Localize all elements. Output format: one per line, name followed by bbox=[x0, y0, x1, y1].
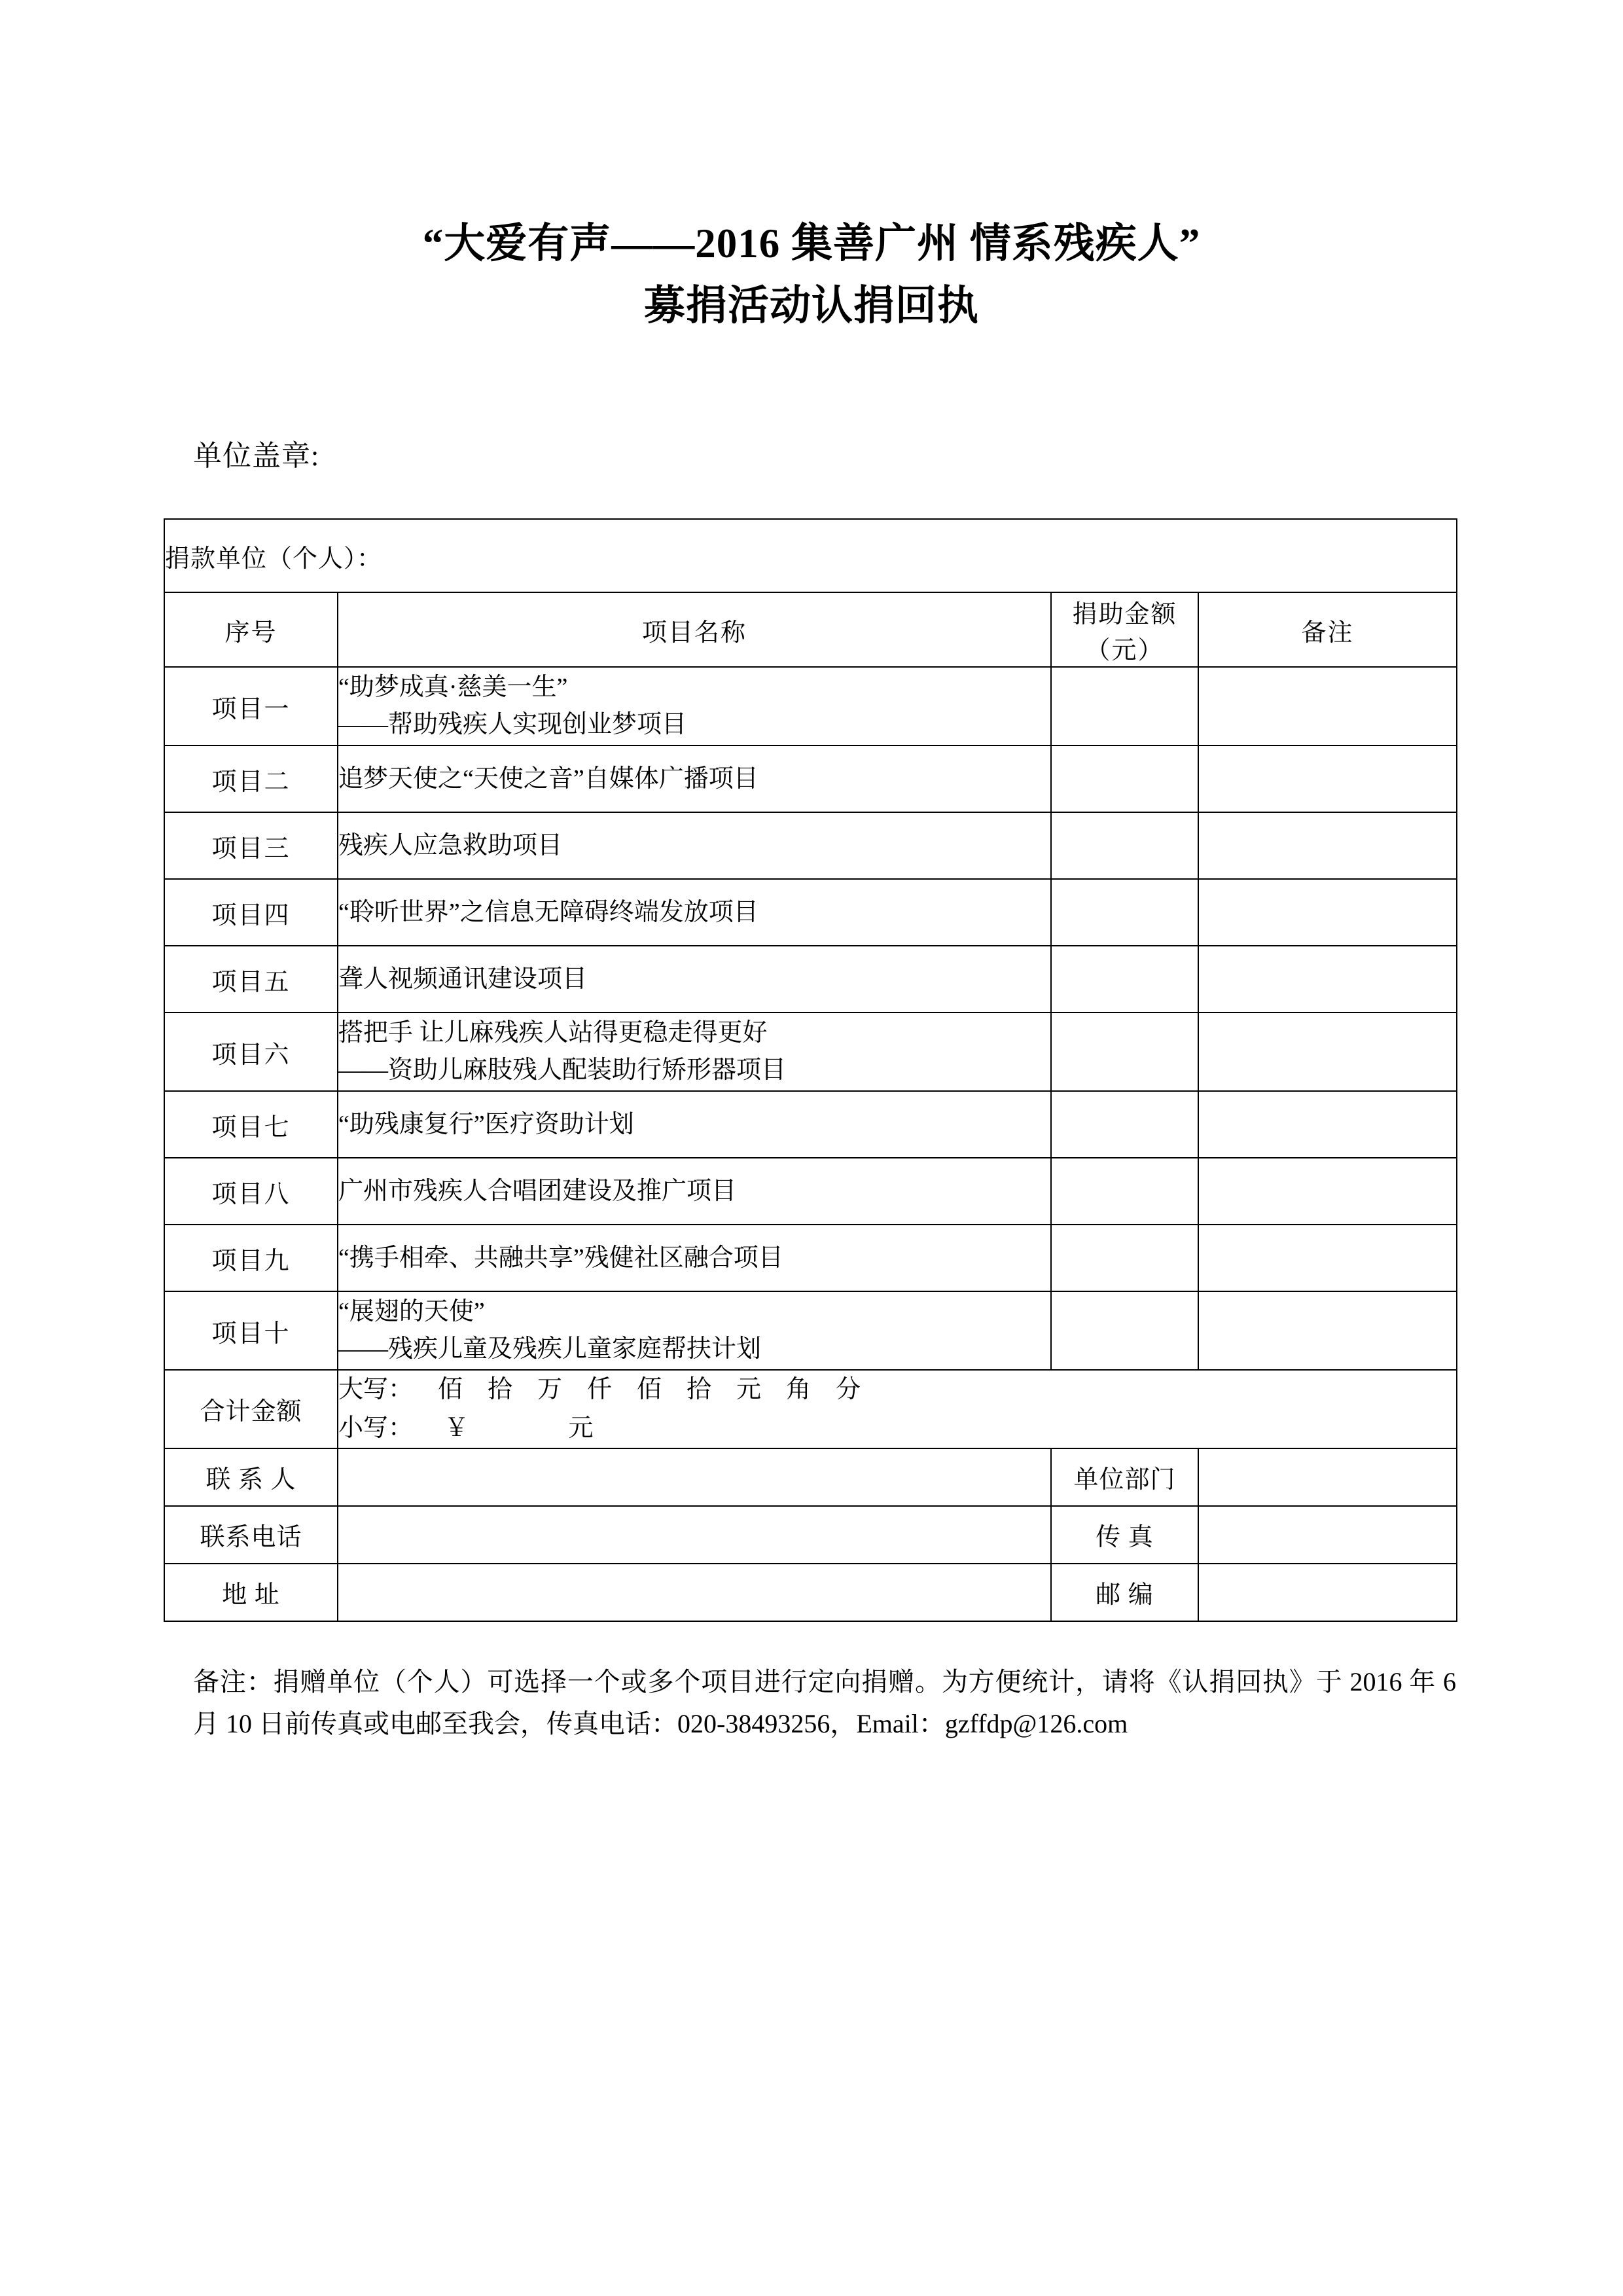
table-row bbox=[164, 1091, 1457, 1158]
table-row bbox=[164, 745, 1457, 812]
label-contact-person: 联 系 人 bbox=[164, 1448, 338, 1506]
row-project-name: “助残康复行”医疗资助计划 bbox=[338, 1091, 1051, 1158]
column-header-amount: 捐助金额（元） bbox=[1051, 592, 1198, 667]
row-remark-input[interactable] bbox=[1198, 812, 1457, 879]
row-index: 项目十 bbox=[164, 1291, 338, 1370]
row-index: 项目二 bbox=[164, 745, 338, 812]
row-project-name: “聆听世界”之信息无障碍终端发放项目 bbox=[338, 879, 1051, 946]
total-uppercase-line: 大写： 佰 拾 万 仟 佰 拾 元 角 分 bbox=[338, 1376, 861, 1404]
column-header-remark: 备注 bbox=[1198, 592, 1457, 667]
row-index: 项目七 bbox=[164, 1091, 338, 1158]
input-postcode[interactable] bbox=[1198, 1564, 1457, 1621]
donation-form-table bbox=[164, 518, 1457, 1622]
table-row bbox=[164, 946, 1457, 1013]
row-amount-input[interactable] bbox=[1051, 946, 1198, 1013]
row-project-name: 残疾人应急救助项目 bbox=[338, 812, 1051, 879]
row-remark-input[interactable] bbox=[1198, 1091, 1457, 1158]
label-phone: 联系电话 bbox=[164, 1506, 338, 1564]
row-amount-input[interactable] bbox=[1051, 812, 1198, 879]
table-row-donor-header bbox=[164, 519, 1457, 592]
row-index: 项目九 bbox=[164, 1225, 338, 1291]
total-lowercase-line: 小写： ￥ 元 bbox=[338, 1414, 594, 1442]
row-remark-input[interactable] bbox=[1198, 1013, 1457, 1091]
row-amount-input[interactable] bbox=[1051, 745, 1198, 812]
row-index: 项目六 bbox=[164, 1013, 338, 1091]
table-row bbox=[164, 1013, 1457, 1091]
input-department[interactable] bbox=[1198, 1448, 1457, 1506]
row-amount-input[interactable] bbox=[1051, 1091, 1198, 1158]
row-remark-input[interactable] bbox=[1198, 667, 1457, 745]
project-name-sub: ——帮助残疾人实现创业梦项目 bbox=[338, 711, 687, 739]
row-remark-input[interactable] bbox=[1198, 1158, 1457, 1225]
table-row-contact bbox=[164, 1506, 1457, 1564]
row-remark-input[interactable] bbox=[1198, 1291, 1457, 1370]
table-row-contact bbox=[164, 1448, 1457, 1506]
row-index: 项目三 bbox=[164, 812, 338, 879]
column-header-name: 项目名称 bbox=[338, 592, 1051, 667]
column-header-index: 序号 bbox=[164, 592, 338, 667]
row-index: 项目四 bbox=[164, 879, 338, 946]
project-name-main: 搭把手 让儿麻残疾人站得更稳走得更好 bbox=[338, 1019, 768, 1047]
row-amount-input[interactable] bbox=[1051, 1291, 1198, 1370]
label-fax: 传 真 bbox=[1051, 1506, 1198, 1564]
row-remark-input[interactable] bbox=[1198, 879, 1457, 946]
donor-header-cell[interactable]: 捐款单位（个人）： bbox=[164, 519, 1457, 592]
table-row bbox=[164, 667, 1457, 745]
table-row bbox=[164, 812, 1457, 879]
project-name-main: “助梦成真·慈美一生” bbox=[338, 673, 568, 702]
row-project-name: 广州市残疾人合唱团建设及推广项目 bbox=[338, 1158, 1051, 1225]
row-amount-input[interactable] bbox=[1051, 1158, 1198, 1225]
row-index: 项目一 bbox=[164, 667, 338, 745]
row-remark-input[interactable] bbox=[1198, 745, 1457, 812]
row-project-name bbox=[338, 1013, 1051, 1091]
row-remark-input[interactable] bbox=[1198, 1225, 1457, 1291]
table-header-row bbox=[164, 592, 1457, 667]
row-project-name: 追梦天使之“天使之音”自媒体广播项目 bbox=[338, 745, 1051, 812]
input-contact-person[interactable] bbox=[338, 1448, 1051, 1506]
footnote-text: 备注：捐赠单位（个人）可选择一个或多个项目进行定向捐赠。为方便统计，请将《认捐回执》于 2016 年 6 月 10 日前传真或电邮至我会，传真电话：020-38493256，Email：gzffdp@126.com bbox=[193, 1666, 1456, 1738]
input-address[interactable] bbox=[338, 1564, 1051, 1621]
row-remark-input[interactable] bbox=[1198, 946, 1457, 1013]
label-department: 单位部门 bbox=[1051, 1448, 1198, 1506]
row-project-name bbox=[338, 667, 1051, 745]
input-fax[interactable] bbox=[1198, 1506, 1457, 1564]
row-project-name: 聋人视频通讯建设项目 bbox=[338, 946, 1051, 1013]
row-index: 项目八 bbox=[164, 1158, 338, 1225]
label-postcode: 邮 编 bbox=[1051, 1564, 1198, 1621]
label-address: 地 址 bbox=[164, 1564, 338, 1621]
row-amount-input[interactable] bbox=[1051, 1013, 1198, 1091]
title-line-2: 募捐活动认捐回执 bbox=[644, 283, 979, 329]
project-name-sub: ——残疾儿童及残疾儿童家庭帮扶计划 bbox=[338, 1335, 762, 1363]
seal-label: 单位盖章: bbox=[193, 440, 320, 473]
total-amount-fields[interactable] bbox=[338, 1370, 1457, 1448]
row-index: 项目五 bbox=[164, 946, 338, 1013]
row-amount-input[interactable] bbox=[1051, 1225, 1198, 1291]
table-row bbox=[164, 879, 1457, 946]
row-project-name: “携手相牵、共融共享”残健社区融合项目 bbox=[338, 1225, 1051, 1291]
row-project-name bbox=[338, 1291, 1051, 1370]
total-label: 合计金额 bbox=[164, 1370, 338, 1448]
title-line-1: “大爱有声——2016 集善广州 情系残疾人” bbox=[422, 221, 1201, 266]
table-row-contact bbox=[164, 1564, 1457, 1621]
table-row-total bbox=[164, 1370, 1457, 1448]
table-row bbox=[164, 1225, 1457, 1291]
table-row bbox=[164, 1158, 1457, 1225]
table-row bbox=[164, 1291, 1457, 1370]
input-phone[interactable] bbox=[338, 1506, 1051, 1564]
project-name-sub: ——资助儿麻肢残人配装助行矫形器项目 bbox=[338, 1056, 787, 1085]
row-amount-input[interactable] bbox=[1051, 667, 1198, 745]
project-name-main: “展翅的天使” bbox=[338, 1298, 485, 1326]
row-amount-input[interactable] bbox=[1051, 879, 1198, 946]
page-title bbox=[164, 216, 1459, 334]
footnote bbox=[193, 1661, 1456, 1745]
